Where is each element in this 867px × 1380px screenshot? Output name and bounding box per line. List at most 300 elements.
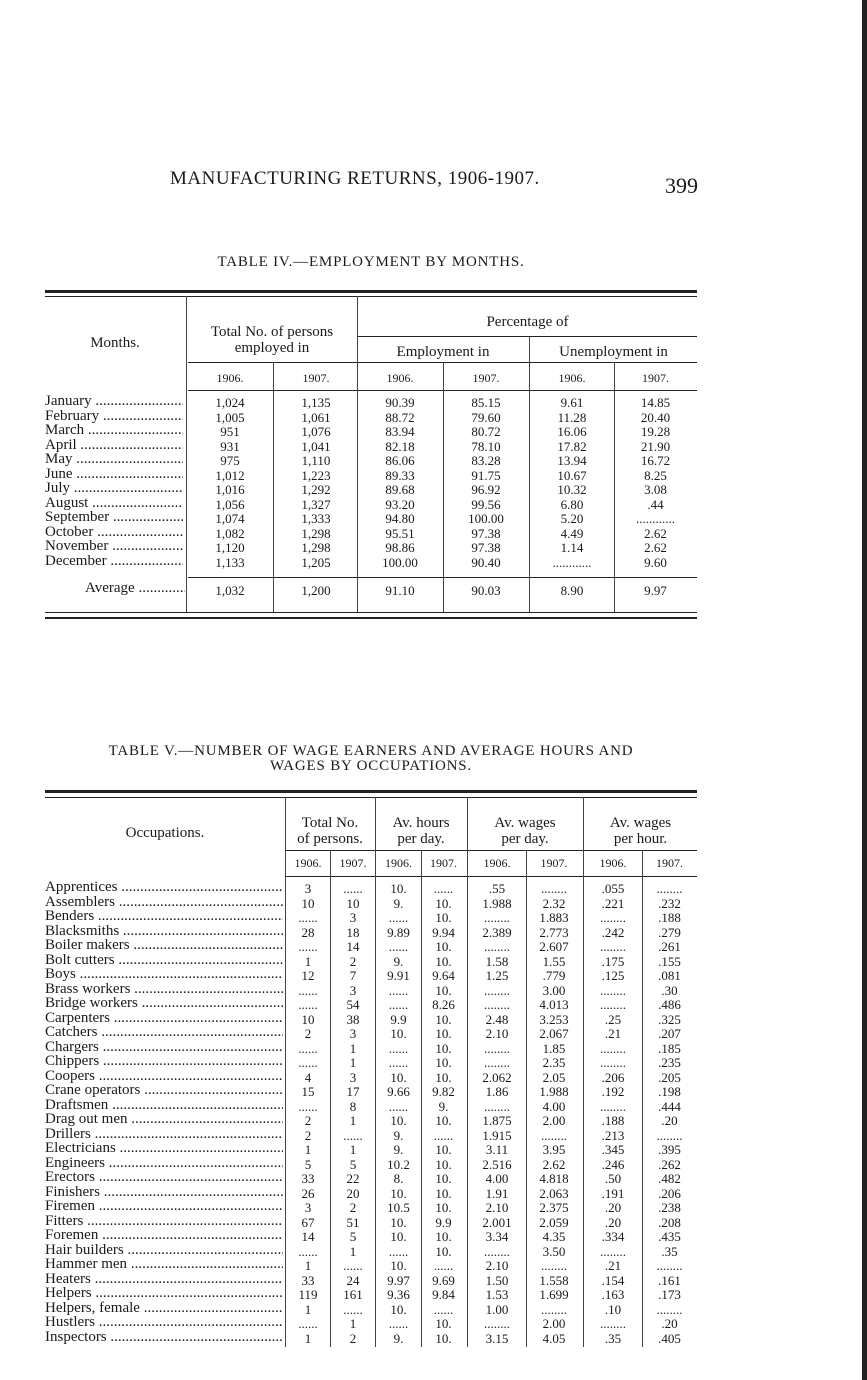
table-cell: 3.00 (542, 982, 566, 998)
table-cell: ...... (298, 1316, 318, 1331)
table-cell: 88.72 (385, 409, 415, 425)
table-cell: ...... (433, 1127, 454, 1143)
table-cell: 10. (435, 953, 452, 969)
table-cell: .20 (604, 1214, 622, 1230)
table-cell: 3 (349, 910, 357, 925)
table-cell: ........ (656, 1258, 683, 1273)
table-cell: 3.15 (485, 1330, 509, 1346)
table-cell: .185 (658, 1040, 681, 1056)
table-cell: 24 (346, 1272, 360, 1288)
table-cell: ........ (484, 939, 510, 954)
total-persons-header (286, 815, 374, 847)
table-cell: ........ (600, 1243, 626, 1259)
table-cell: 8.26 (432, 997, 455, 1012)
occupation-label: Boys ..... (45, 966, 283, 983)
table-cell: 1.50 (485, 1272, 509, 1288)
occupation-label: Hair builders ..... (45, 1242, 283, 1259)
whour-line-2: per hour. (613, 831, 668, 847)
table-cell: 1,076 (301, 424, 331, 439)
rule (45, 290, 697, 293)
table-cell: ........ (656, 1127, 683, 1143)
total-line-2: of persons. (297, 831, 363, 847)
table-cell: 1,012 (215, 467, 245, 483)
table-cell: .444 (658, 1098, 681, 1114)
table-cell: 9.94 (432, 924, 455, 940)
table-iv-title: TABLE IV.—EMPLOYMENT BY MONTHS. (217, 254, 525, 270)
occupation-label: Boiler makers ..... (45, 937, 283, 954)
table-cell: 4.00 (542, 1098, 566, 1114)
table-cell: 10. (390, 1026, 407, 1041)
table-cell: .188 (601, 1113, 625, 1128)
table-cell: 83.28 (471, 453, 501, 468)
occupation-label: Brass workers ..... (45, 981, 283, 998)
unemployment-header: Unemployment in (559, 344, 668, 360)
rule (286, 876, 697, 877)
table-cell: ...... (433, 1301, 454, 1317)
table-cell: 10. (390, 881, 407, 896)
table-cell: ...... (388, 997, 409, 1012)
table-cell: 9. (393, 1330, 404, 1346)
table-cell: .055 (601, 881, 625, 896)
table-cell: 8. (393, 1171, 404, 1186)
table-cell: 78.10 (471, 438, 501, 454)
occupation-label: Erectors ..... (45, 1169, 283, 1186)
occupation-label: Bridge workers ..... (45, 995, 283, 1012)
table-cell: 93.20 (385, 496, 415, 512)
average-label: Average ..... (85, 580, 185, 597)
table-cell: 4 (304, 1069, 312, 1085)
table-cell: 5 (349, 1229, 357, 1244)
table-cell: 16.72 (640, 453, 671, 468)
table-cell: ...... (343, 1258, 363, 1273)
table-cell: .334 (601, 1229, 625, 1244)
month-label: April ..... (45, 437, 183, 454)
table-cell: .21 (604, 1026, 622, 1041)
table-v-title (45, 744, 697, 774)
table-cell: 80.72 (471, 424, 501, 439)
occupation-label: Chippers ..... (45, 1053, 283, 1070)
table-cell: 9.82 (432, 1084, 455, 1099)
table-cell: 2 (304, 1113, 312, 1128)
table-cell: 1 (349, 1316, 357, 1331)
occupation-label: Chargers ..... (45, 1039, 283, 1056)
month-label: May ..... (45, 451, 183, 468)
table-cell: 1,110 (301, 453, 331, 468)
table-cell: 3.08 (644, 482, 667, 497)
table-cell: ........ (484, 910, 510, 925)
occupation-label: Drag out men ..... (45, 1111, 283, 1128)
table-cell: ...... (388, 910, 409, 925)
occupations-header: Occupations. (125, 825, 205, 841)
wages-per-day-header (468, 815, 582, 847)
average-cell: 91.10 (385, 583, 415, 598)
occupation-label: Inspectors ..... (45, 1329, 283, 1346)
occupation-label: Firemen ..... (45, 1198, 283, 1215)
table-cell: 7 (349, 968, 357, 983)
rule (358, 336, 697, 337)
table-cell: 9.61 (560, 395, 584, 410)
table-cell: 9.97 (387, 1272, 410, 1288)
rule (188, 577, 697, 578)
table-cell: 10. (435, 1171, 452, 1186)
table-cell: 2 (349, 1200, 357, 1215)
table-cell: 14 (346, 939, 360, 954)
month-label: December ..... (45, 553, 183, 570)
table-cell: 931 (220, 438, 240, 454)
table-cell: 10. (435, 1229, 452, 1244)
occupation-label: Finishers ..... (45, 1184, 283, 1201)
table-cell: 14 (301, 1229, 315, 1244)
table-cell: 3 (349, 1026, 357, 1041)
table-cell: ........ (541, 1301, 567, 1317)
table-cell: 2.00 (542, 1316, 566, 1331)
table-cell: 5 (304, 1156, 312, 1172)
table-cell: ...... (388, 1316, 409, 1331)
table-cell: ........ (484, 1243, 510, 1259)
table-cell: 1 (349, 1142, 357, 1157)
table-cell: 951 (220, 424, 240, 439)
table-cell: 4.49 (560, 525, 584, 541)
table-cell: 4.05 (542, 1330, 566, 1346)
table-cell: .35 (661, 1243, 678, 1259)
table-cell: 94.80 (385, 511, 415, 526)
table-cell: 9. (438, 1098, 449, 1114)
table-cell: 1,135 (301, 395, 331, 410)
table-cell: .192 (601, 1084, 625, 1099)
table-cell: 16.06 (557, 424, 587, 439)
table-cell: .191 (601, 1185, 625, 1201)
table-cell: 9.64 (432, 968, 455, 983)
table-cell: 10. (435, 1243, 452, 1259)
table-cell: ........ (600, 1098, 626, 1114)
table-cell: 10. (435, 1011, 452, 1027)
table-cell: 9.89 (387, 924, 410, 940)
table-cell: 4.818 (539, 1171, 569, 1186)
table-cell: 9.84 (432, 1287, 455, 1302)
year-1907: 1907. (472, 371, 500, 385)
table-cell: 4.35 (542, 1229, 566, 1244)
table-cell: 1,024 (215, 395, 245, 410)
table-cell: 1,205 (301, 554, 331, 570)
table-cell: 1,333 (301, 511, 331, 526)
table-cell: 4.00 (485, 1171, 509, 1186)
table-cell: ...... (343, 1127, 363, 1143)
table-cell: ...... (388, 1055, 409, 1070)
year-1907: 1907. (642, 371, 669, 385)
table-cell: 2.00 (542, 1113, 566, 1128)
table-cell: 9.66 (387, 1084, 410, 1099)
table-cell: .486 (658, 997, 681, 1012)
table-cell: 10. (435, 1330, 452, 1346)
table-cell: 22 (346, 1171, 360, 1186)
table-cell: 10. (435, 1069, 452, 1085)
table-cell: 85.15 (471, 395, 501, 410)
table-cell: 1.988 (482, 895, 512, 911)
table-cell: 2.607 (539, 939, 569, 954)
table-cell: ........ (600, 910, 626, 925)
table-cell: 9.9 (390, 1011, 407, 1027)
table-cell: 2.059 (539, 1214, 569, 1230)
months-header: Months. (90, 335, 140, 351)
table-cell: 10. (435, 1316, 452, 1331)
table-cell: 9. (393, 953, 404, 969)
table-cell: .206 (658, 1185, 681, 1201)
table-cell: 1,005 (215, 409, 245, 425)
table-cell: .262 (658, 1156, 681, 1172)
table-cell: 1,298 (301, 525, 331, 541)
table-cell: 10 (346, 895, 360, 911)
table-cell: 2 (349, 1330, 357, 1346)
table-cell: ........ (484, 997, 510, 1012)
table-cell: 1.558 (539, 1272, 569, 1288)
month-label: January ..... (45, 393, 183, 410)
table-cell: 2.063 (539, 1185, 569, 1201)
hours-line-1: Av. hours (392, 815, 450, 831)
table-cell: 10. (435, 1113, 452, 1128)
table-cell: 10.2 (387, 1156, 410, 1172)
percentage-header: Percentage of (486, 314, 569, 330)
table-cell: .35 (604, 1330, 622, 1346)
average-cell: 8.90 (560, 583, 584, 598)
wday-line-2: per day. (501, 831, 549, 847)
table-cell: 8 (349, 1098, 357, 1114)
table-cell: 1,292 (301, 482, 331, 497)
table-cell: .242 (601, 924, 625, 940)
year-1906: 1906. (216, 371, 244, 385)
table-cell: 97.38 (471, 540, 501, 555)
table-cell: 51 (346, 1214, 360, 1230)
average-cell: 9.97 (644, 583, 667, 598)
table-cell: ...... (388, 1040, 409, 1056)
table-cell: 19.28 (640, 424, 671, 439)
average-cell: 1,200 (301, 583, 331, 598)
table-cell: 2.10 (485, 1026, 509, 1041)
table-cell: ...... (343, 1301, 363, 1317)
table-cell: .198 (658, 1084, 681, 1099)
table-cell: .221 (601, 895, 625, 911)
table-cell: 98.86 (385, 540, 415, 555)
table-cell: .55 (488, 881, 506, 896)
table-cell: 2 (304, 1026, 312, 1041)
table-cell: 1 (349, 1243, 357, 1259)
table-cell: 10.67 (557, 467, 587, 483)
table-cell: 119 (298, 1287, 318, 1302)
table-cell: .163 (601, 1287, 625, 1302)
table-cell: 10. (435, 910, 452, 925)
table-cell: 1 (349, 1040, 357, 1056)
table-cell: 3.253 (539, 1011, 569, 1027)
table-cell: 99.56 (471, 496, 501, 512)
table-cell: .20 (604, 1200, 622, 1215)
year-1906: 1906. (385, 856, 412, 870)
table-cell: 2.62 (644, 540, 667, 555)
table-cell: 2 (349, 953, 357, 969)
occupation-label: Fitters ..... (45, 1213, 283, 1230)
occupation-label: Crane operators ..... (45, 1082, 283, 1099)
table-cell: .155 (658, 953, 681, 969)
table-cell: 100.00 (382, 554, 418, 570)
table-cell: 5.20 (560, 511, 584, 526)
occupation-label: Blacksmiths ..... (45, 923, 283, 940)
table-cell: 15 (301, 1084, 315, 1099)
month-label: July ..... (45, 480, 183, 497)
table-cell: 161 (343, 1287, 363, 1302)
table-cell: 2.62 (644, 525, 667, 541)
table-cell: 10. (435, 1142, 452, 1157)
rule (45, 797, 697, 798)
rule (45, 296, 697, 297)
table-cell: .206 (601, 1069, 625, 1085)
occupation-label: Carpenters ..... (45, 1010, 283, 1027)
table-cell: ........ (600, 1040, 626, 1056)
table-cell: 54 (346, 997, 360, 1012)
table-cell: .482 (658, 1171, 681, 1186)
table-cell: 1.25 (485, 968, 509, 983)
table-cell: 1,133 (215, 554, 245, 570)
table-cell: ...... (298, 1055, 318, 1070)
table-cell: ...... (298, 982, 318, 998)
table-cell: ...... (433, 881, 454, 896)
year-1906: 1906. (599, 856, 627, 870)
table-cell: 91.75 (471, 467, 501, 483)
table-cell: 13.94 (557, 453, 587, 468)
table-cell: 95.51 (385, 525, 415, 541)
page-number: 399 (665, 173, 698, 198)
table-cell: 8.25 (644, 467, 667, 483)
table-cell: .213 (601, 1127, 625, 1143)
year-1907: 1907. (302, 371, 330, 385)
table-cell: 10.32 (557, 482, 587, 497)
table-cell: .325 (658, 1011, 681, 1027)
occupation-label: Hammer men ..... (45, 1256, 283, 1273)
table-cell: 1 (304, 1258, 312, 1273)
table-cell: 3.34 (485, 1229, 509, 1244)
table-cell: 10. (435, 1156, 452, 1172)
table-cell: 9. (393, 1142, 404, 1157)
table-cell: 10. (435, 1040, 452, 1056)
table-cell: 86.06 (385, 453, 415, 468)
table-cell: 18 (346, 924, 360, 940)
table-cell: 90.40 (471, 554, 501, 570)
table-cell: 83.94 (385, 424, 415, 439)
table-cell: ...... (388, 982, 409, 998)
table-cell: 1,074 (215, 511, 245, 526)
table-cell: ........ (600, 939, 626, 954)
table-cell: 2 (304, 1127, 312, 1143)
wday-line-1: Av. wages (494, 815, 556, 831)
table-cell: ........ (656, 1301, 683, 1317)
table-cell: 10. (390, 1185, 407, 1201)
occupation-label: Catchers ..... (45, 1024, 283, 1041)
table-cell: 1.875 (482, 1113, 512, 1128)
table-cell: ........ (484, 1316, 510, 1331)
table-cell: 10. (390, 1069, 407, 1085)
table-cell: 9. (393, 1127, 404, 1143)
table-cell: 10. (435, 1055, 452, 1070)
table-cell: .50 (604, 1171, 622, 1186)
table-cell: .779 (542, 968, 566, 983)
table-cell: .235 (658, 1055, 681, 1070)
table-cell: 33 (301, 1272, 315, 1288)
table-cell: 9.91 (387, 968, 410, 983)
table-cell: .20 (661, 1113, 678, 1128)
table-cell: 10. (390, 1214, 407, 1230)
table-cell: 10. (435, 1026, 452, 1041)
table-cell: 1,041 (301, 438, 331, 454)
table-cell: 67 (301, 1214, 315, 1230)
table-cell: 3.50 (542, 1243, 566, 1259)
table-cell: ........ (600, 1316, 626, 1331)
year-1906: 1906. (294, 856, 322, 870)
table-cell: .208 (658, 1214, 681, 1230)
rule (45, 617, 697, 619)
table-cell: 1,061 (301, 409, 331, 425)
rule (286, 850, 697, 851)
occupation-label: Draftsmen ..... (45, 1097, 283, 1114)
table-cell: ........ (600, 982, 626, 998)
table-cell: ...... (298, 939, 318, 954)
occupation-label: Engineers ..... (45, 1155, 283, 1172)
table-cell: ........ (600, 997, 626, 1012)
table-cell: 1,327 (301, 496, 331, 512)
table-cell: ........ (656, 881, 683, 896)
table-cell: 5 (349, 1156, 357, 1172)
table-cell: .44 (647, 496, 664, 512)
table-cell: 4.013 (539, 997, 569, 1012)
table-cell: 1.85 (542, 1040, 566, 1056)
table-cell: 1 (304, 1330, 312, 1346)
table-cell: 14.85 (640, 395, 671, 410)
occupation-label: Hustlers ..... (45, 1314, 283, 1331)
average-cell: 90.03 (471, 583, 501, 598)
table-cell: .345 (601, 1142, 625, 1157)
table-cell: 9.60 (644, 554, 667, 570)
table-cell: ........ (484, 1040, 510, 1056)
table-cell: .10 (604, 1301, 622, 1317)
table-cell: 11.28 (557, 409, 587, 425)
table-cell: 10.5 (387, 1200, 410, 1215)
table-cell: .25 (604, 1011, 622, 1027)
whour-line-1: Av. wages (609, 815, 672, 831)
running-title: MANUFACTURING RETURNS, 1906-1907. (170, 168, 540, 189)
table-cell: 1.58 (485, 953, 509, 969)
table-cell: 96.92 (471, 482, 501, 497)
table-cell: ...... (433, 1258, 454, 1273)
table-cell: 1,056 (215, 496, 245, 512)
table-cell: 1,082 (215, 525, 245, 541)
table-cell: 17.82 (557, 438, 587, 454)
table-cell: ........ (484, 982, 510, 998)
table-cell: ........ (484, 1055, 510, 1070)
page-edge-shadow (862, 0, 867, 1380)
table-cell: .30 (661, 982, 678, 998)
table-cell: 17 (346, 1084, 360, 1099)
table-cell: .246 (601, 1156, 625, 1172)
table-cell: 10. (435, 1185, 452, 1201)
table-cell: 2.062 (482, 1069, 512, 1085)
table-cell: .279 (658, 924, 681, 940)
table-cell: 2.32 (542, 895, 566, 911)
table-cell: 1.988 (539, 1084, 569, 1099)
table-cell: 1,016 (215, 482, 245, 497)
month-label: June ..... (45, 466, 183, 483)
occupation-label: Helpers, female ..... (45, 1300, 283, 1317)
table-cell: .081 (658, 968, 681, 983)
table-cell: 2.375 (539, 1200, 569, 1215)
rule (45, 790, 697, 793)
table-cell: 10. (435, 1200, 452, 1215)
table-cell: .205 (658, 1069, 681, 1085)
